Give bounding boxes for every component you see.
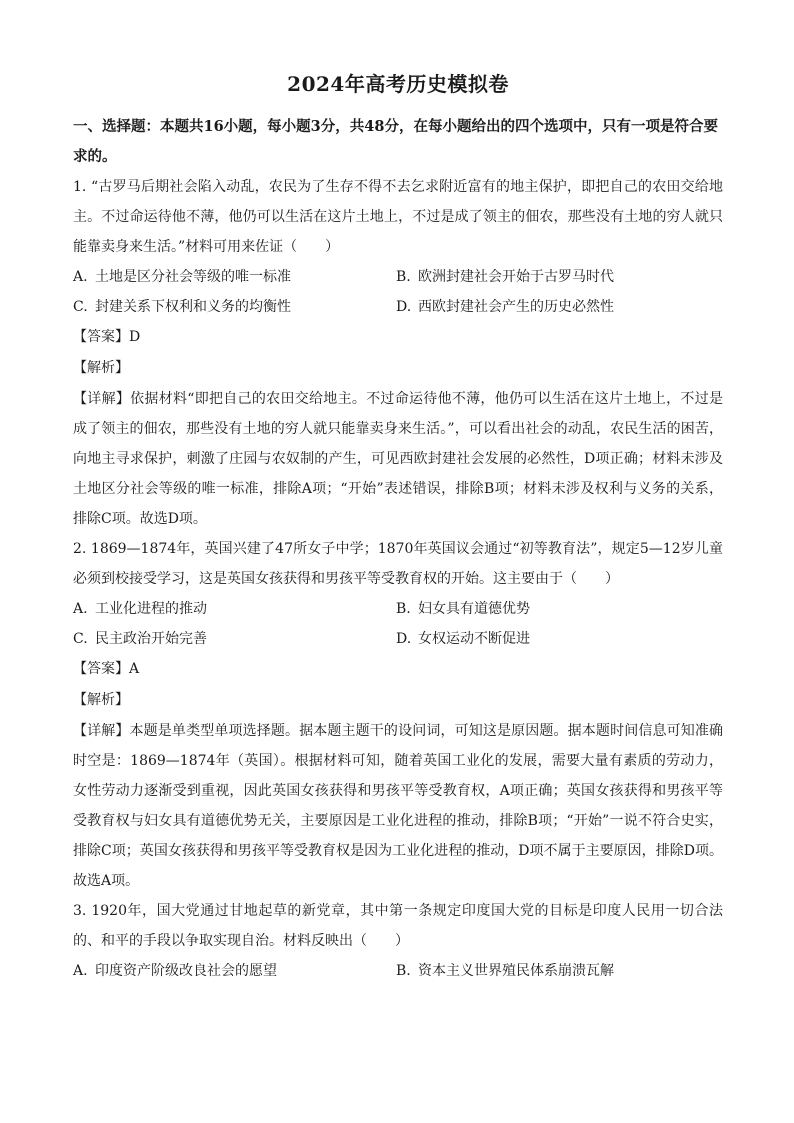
- detail-explanation: 【详解】依据材料“即把自己的农田交给地主。不过命运待他不薄，他仍可以生活在这片土地上，不过是成了领主的佃农，那些没有土地的穷人就只能靠卖身来生活。”，可以看出社会的动乱，农民生活的困苦，向地主寻求保护，刺激了庄园与农奴制的产生，可见西欧封建社会发展的必然性，D项正确；材料未涉及土地区分社会等级的唯一标准，排除A项；“开始”表述错误，排除B项；材料未涉及权利与义务的关系，排除C项。故选D项。: [73, 391, 723, 527]
- option-a: A. 土地是区分社会等级的唯一标准: [73, 269, 291, 285]
- answer-tag: 【答案】D: [73, 329, 141, 345]
- analysis-tag: 【解析】: [73, 692, 129, 708]
- question-stem: 1. “古罗马后期社会陷入动乱，农民为了生存不得不去乞求附近富有的地主保护，即把自己的农田交给地主。不过命运待他不薄，他仍可以生活在这片土地上，不过是成了领主的佃农，那些没有土地的穷人就只能靠卖身来生活。”材料可用来佐证（ ）: [73, 179, 723, 255]
- option-a: A. 印度资产阶级改良社会的愿望: [73, 963, 277, 979]
- page-title: 2024年高考历史模拟卷: [287, 72, 509, 96]
- question-1: [73, 172, 723, 534]
- question-3: [73, 896, 723, 986]
- option-b: B. 资本主义世界殖民体系崩溃瓦解: [396, 963, 614, 979]
- question-stem: 2. 1869—1874年，英国兴建了47所女子中学；1870年英国议会通过“初等教育法”，规定5—12岁儿童必须到校接受学习，这是英国女孩获得和男孩平等受教育权的开始。这主要由于（ ）: [73, 541, 723, 587]
- option-b: B. 妇女具有道德优势: [396, 601, 530, 617]
- detail-explanation: 【详解】本题是单类型单项选择题。据本题主题干的设问词，可知这是原因题。据本题时间信息可知准确时空是：1869—1874年（英国）。根据材料可知，随着英国工业化的发展，需要大量有素质的劳动力，女性劳动力逐渐受到重视，因此英国女孩获得和男孩平等受教育权，A项正确；英国女孩获得和男孩平等受教育权与妇女具有道德优势无关，主要原因是工业化进程的推动，排除B项；“开始”一说不符合史实，排除C项；英国女孩获得和男孩平等受教育权是因为工业化进程的推动，D项不属于主要原因，排除D项。故选A项。: [73, 723, 723, 889]
- option-a: A. 工业化进程的推动: [73, 601, 207, 617]
- options-list: [73, 594, 723, 654]
- option-c: C. 民主政治开始完善: [73, 631, 207, 647]
- option-c: C. 封建关系下权利和义务的均衡性: [73, 299, 291, 315]
- question-2: [73, 534, 723, 896]
- document-page: [73, 70, 723, 986]
- options-list: [73, 262, 723, 322]
- answer-tag: 【答案】A: [73, 661, 140, 677]
- section-heading: 一、选择题：本题共16小题，每小题3分，共48分，在每小题给出的四个选项中，只有一项是符合要求的。: [73, 118, 718, 165]
- option-d: D. 西欧封建社会产生的历史必然性: [396, 299, 614, 315]
- question-stem: 3. 1920年，国大党通过甘地起草的新党章，其中第一条规定印度国大党的目标是印度人民用一切合法的、和平的手段以争取实现自治。材料反映出（ ）: [73, 903, 723, 949]
- option-d: D. 女权运动不断促进: [396, 631, 530, 647]
- options-list: [73, 956, 723, 986]
- analysis-tag: 【解析】: [73, 360, 129, 376]
- option-b: B. 欧洲封建社会开始于古罗马时代: [396, 269, 614, 285]
